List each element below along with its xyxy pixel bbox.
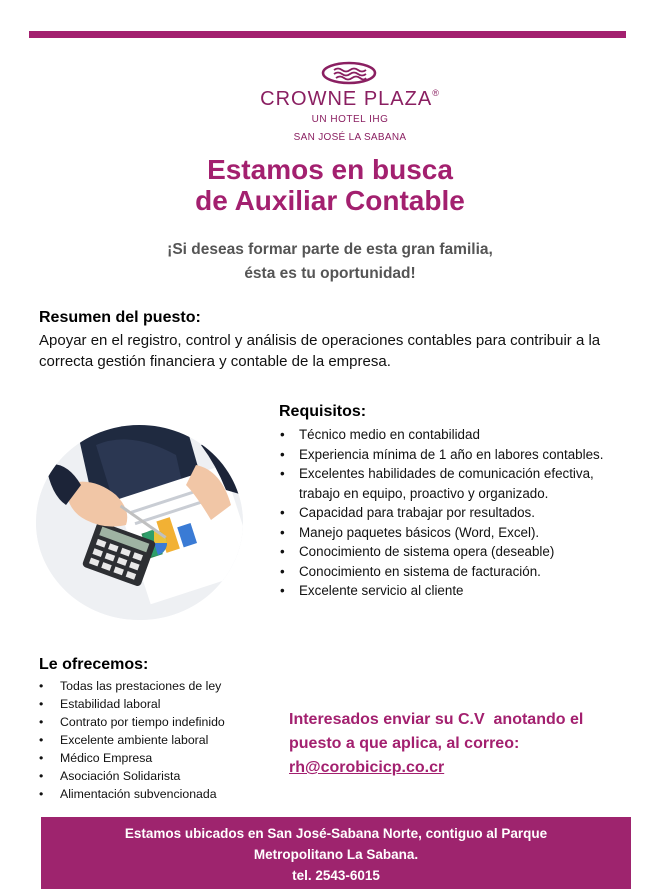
list-item: • Conocimiento en sistema de facturación. [279, 562, 629, 582]
contact-line-1: Interesados enviar su C.V anotando el [289, 711, 584, 728]
top-accent-bar [29, 31, 626, 38]
requirements-heading: Requisitos: [279, 403, 367, 420]
accounting-illustration [36, 425, 243, 620]
list-item: • Excelente servicio al cliente [279, 581, 629, 601]
list-item: • Estabilidad laboral [39, 695, 279, 713]
tagline-line-1: ¡Si deseas formar parte de esta gran familia, [167, 241, 493, 258]
list-item: • Conocimiento de sistema opera (deseable) [279, 542, 629, 562]
summary-heading: Resumen del puesto: [39, 309, 201, 326]
offers-list [39, 677, 279, 803]
brand-name: CROWNE PLAZA® [260, 88, 440, 110]
contact-line-2: puesto a que aplica, al correo: [289, 735, 520, 752]
footer-phone: tel. 2543-6015 [292, 868, 380, 883]
registered-mark: ® [432, 88, 440, 98]
list-item: • Contrato por tiempo indefinido [39, 713, 279, 731]
summary-text: Apoyar en el registro, control y análisis de operaciones contables para contribuir a la correcta gestión financiera y contable de la empresa. [39, 332, 601, 370]
list-item: • Todas las prestaciones de ley [39, 677, 279, 695]
list-item: • Excelentes habilidades de comunicación efectiva, trabajo en equipo, proactivo y organizado. [279, 464, 629, 503]
list-item: • Experiencia mínima de 1 año en labores contables. [279, 445, 629, 465]
contact-email-link[interactable]: rh@corobicicp.co.cr [289, 759, 445, 776]
brand-location: SAN JOSÉ LA SABANA [293, 132, 407, 143]
title-line-1: Estamos en busca [207, 154, 453, 185]
offers-heading: Le ofrecemos: [39, 656, 149, 673]
list-item: • Técnico medio en contabilidad [279, 425, 629, 445]
brand-subtitle: UN HOTEL IHG [311, 114, 389, 125]
contact-callout [289, 708, 629, 780]
footer-address-line-2: Metropolitano La Sabana. [253, 847, 419, 862]
footer-address-line-1: Estamos ubicados en San José-Sabana Norte, contiguo al Parque [124, 826, 548, 841]
footer-banner [41, 817, 631, 889]
list-item: • Alimentación subvencionada [39, 785, 279, 803]
tagline [110, 238, 550, 286]
crowne-plaza-logo-icon [321, 61, 377, 85]
tagline-line-2: ésta es tu oportunidad! [244, 265, 416, 282]
page-title [120, 154, 540, 216]
list-item: • Excelente ambiente laboral [39, 731, 279, 749]
list-item: • Manejo paquetes básicos (Word, Excel). [279, 523, 629, 543]
list-item: • Capacidad para trabajar por resultados. [279, 503, 629, 523]
list-item: • Médico Empresa [39, 749, 279, 767]
accounting-photo [36, 425, 243, 620]
list-item: • Asociación Solidarista [39, 767, 279, 785]
requirements-list [279, 425, 629, 601]
title-line-2: de Auxiliar Contable [195, 185, 465, 216]
